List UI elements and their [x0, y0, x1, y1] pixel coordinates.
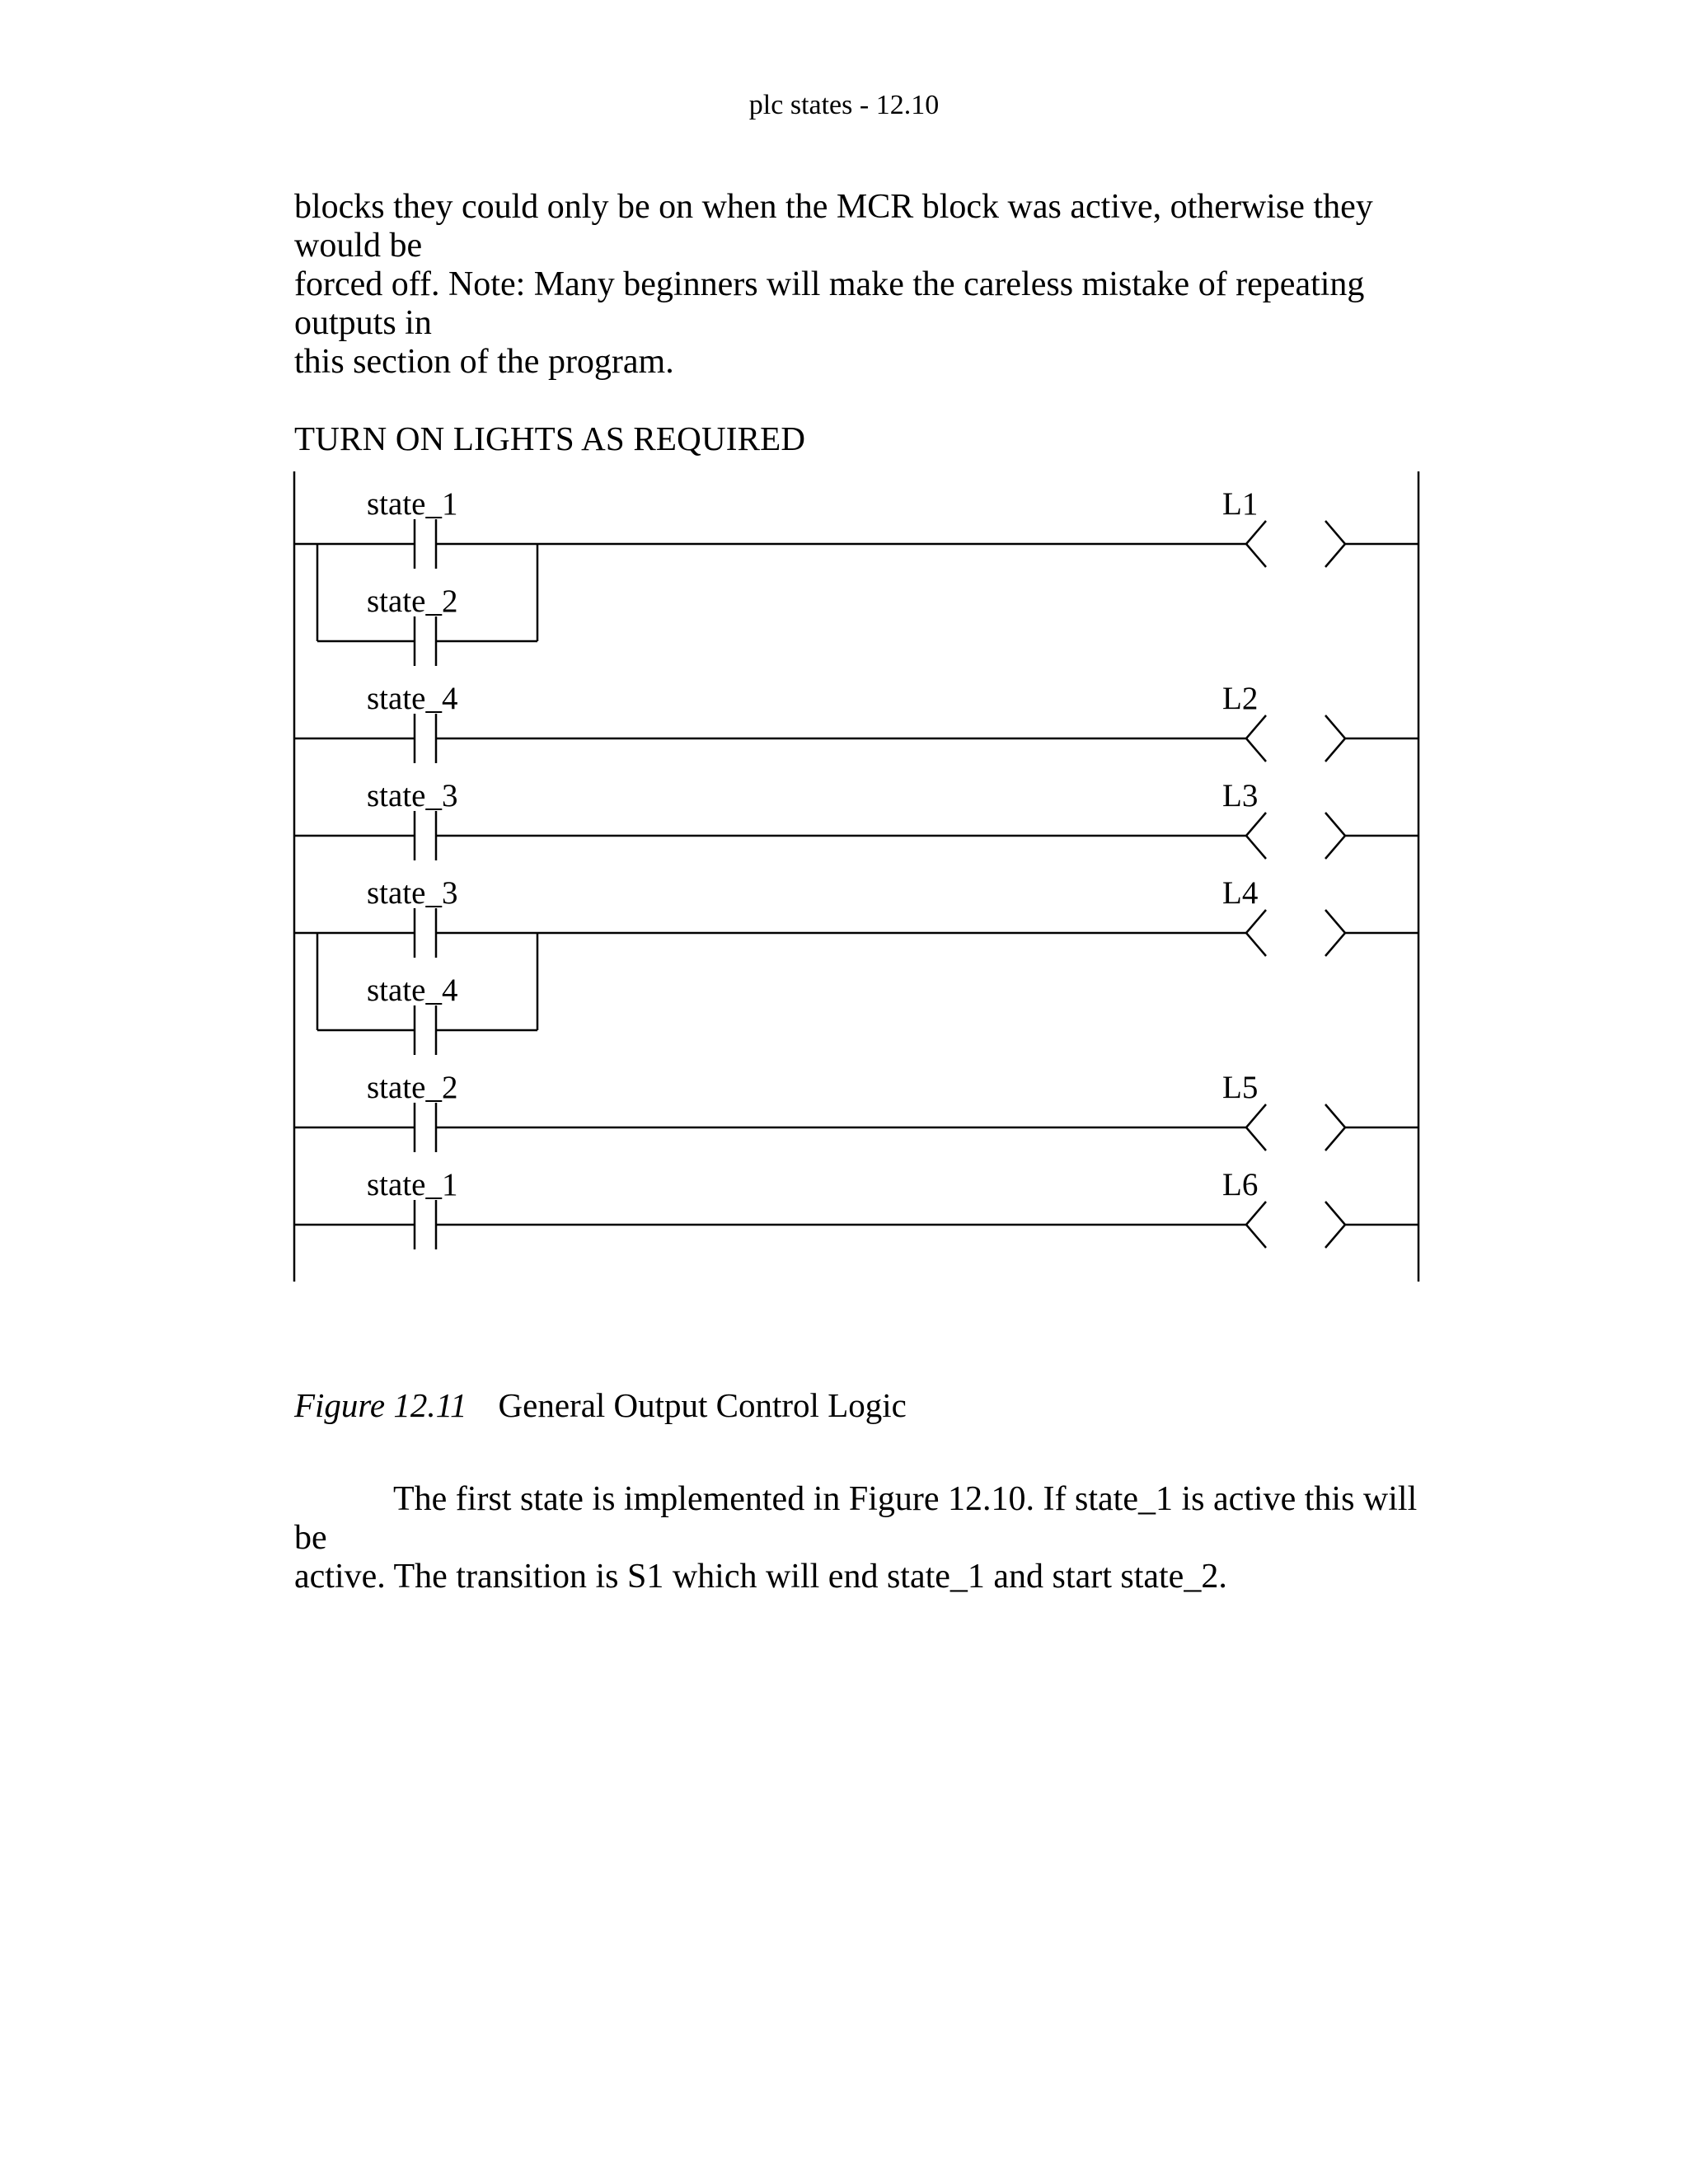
coil-label: L5	[1222, 1070, 1259, 1105]
coil-right-bracket	[1325, 715, 1345, 762]
figure-caption	[294, 1385, 907, 1425]
coil-left-bracket	[1246, 1104, 1266, 1151]
coil-left-bracket	[1246, 521, 1266, 567]
intro-line: forced off. Note: Many beginners will make the careless mistake of repeating outputs in	[294, 265, 1365, 342]
coil-left-bracket	[1246, 910, 1266, 956]
coil-right-bracket	[1325, 1202, 1345, 1248]
figure-number: Figure 12.11	[294, 1386, 467, 1424]
coil-right-bracket	[1325, 813, 1345, 859]
figure-title: General Output Control Logic	[498, 1386, 907, 1424]
coil-label: L4	[1222, 875, 1259, 911]
contact-label: state_4	[367, 681, 458, 716]
coil-left-bracket	[1246, 1202, 1266, 1248]
coil-right-bracket	[1325, 1104, 1345, 1151]
coil-left-bracket	[1246, 813, 1266, 859]
contact-label: state_3	[367, 778, 458, 813]
contact-label: state_4	[367, 972, 458, 1008]
coil-label: L6	[1222, 1167, 1259, 1202]
coil-label: L2	[1222, 681, 1259, 716]
coil-right-bracket	[1325, 521, 1345, 567]
body-line: active. The transition is S1 which will end state_1 and start state_2.	[294, 1558, 1227, 1596]
contact-label: state_1	[367, 1167, 458, 1202]
coil-left-bracket	[1246, 715, 1266, 762]
intro-line: blocks they could only be on when the MCR block was active, otherwise they would be	[294, 188, 1373, 265]
diagram-title: TURN ON LIGHTS AS REQUIRED	[294, 419, 806, 457]
contact-label: state_3	[367, 875, 458, 911]
coil-right-bracket	[1325, 910, 1345, 956]
contact-label: state_1	[367, 486, 458, 522]
contact-label: state_2	[367, 583, 458, 619]
contact-label: state_2	[367, 1070, 458, 1105]
body-line: The first state is implemented in Figure 12.10. If state_1 is active this will be	[294, 1480, 1418, 1557]
coil-label: L1	[1222, 486, 1259, 522]
coil-label: L3	[1222, 778, 1259, 813]
running-head: plc states - 12.10	[748, 90, 940, 120]
body-paragraph	[294, 1480, 1448, 1596]
intro-line: this section of the program.	[294, 343, 674, 381]
